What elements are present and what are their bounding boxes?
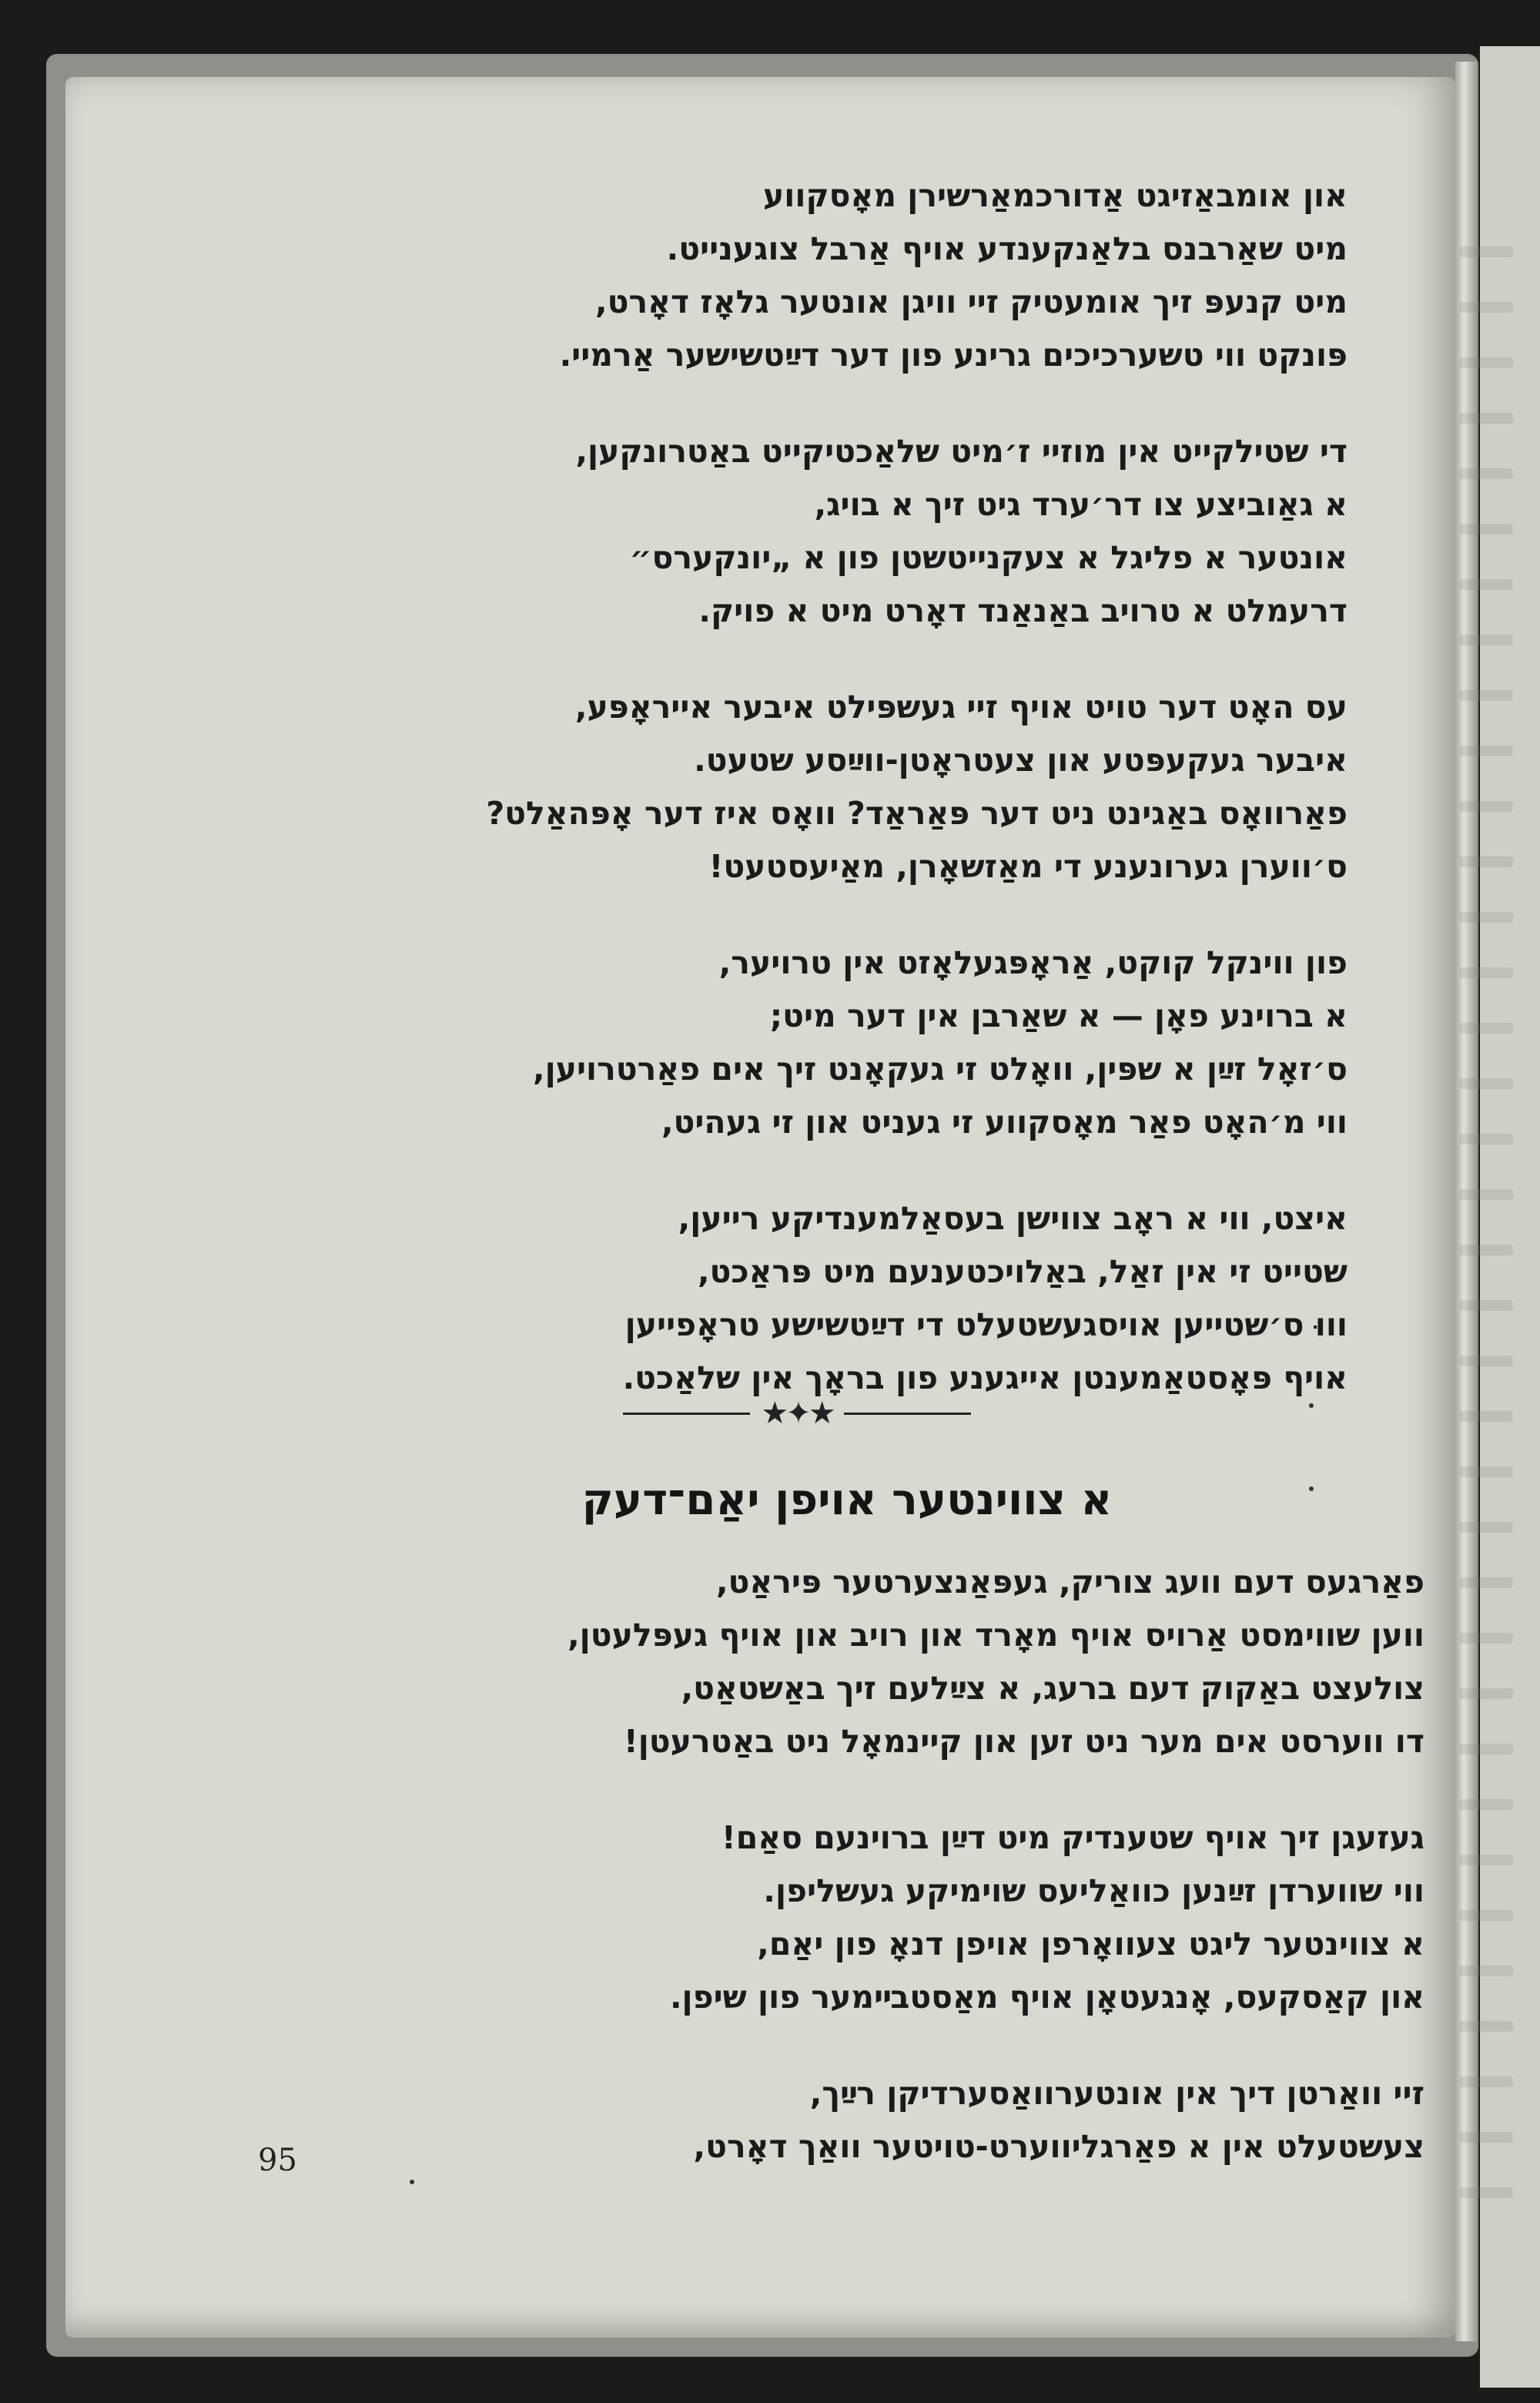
poem-line: פון ווינקל קוקט, אַראָפּגעלאָזט אין טרויער, (718, 944, 1348, 981)
poem-line: אויף פּאָסטאַמענטן אייגענע פון בראָך אין שלאַכט. (622, 1359, 1348, 1396)
stanza (323, 2067, 1424, 2173)
speck (1309, 1486, 1314, 1491)
stanza (323, 169, 1348, 382)
stanza (323, 681, 1348, 893)
poem-line: געזעגן זיך אויף שטענדיק מיט דײַן ברוינעם סאַם! (721, 1819, 1424, 1856)
poem-line: ס׳זאָל זײַן א שפּין, וואָלט זי געקאָנט זיך אים פאַרטרויען, (533, 1051, 1348, 1088)
poem-line: און אומבאַזיגט אַדורכמאַרשירן מאָסקווע (762, 177, 1348, 214)
poem-line: פּונקט ווי טשערכיכים גרינע פון דער דײַטשישער אַרמיי. (559, 337, 1348, 374)
poem-line: פאַרוואָס באַגינט ניט דער פּאַראַד? וואָס איז דער אָפּהאַלט? (486, 795, 1348, 832)
poem-top (323, 169, 1348, 1448)
stanza (323, 1811, 1424, 2024)
poem-line: א צווינטער ליגט צעוואָרפן אויפן דנאָ פון יאַם, (757, 1925, 1424, 1962)
poem-bottom (323, 1556, 1424, 2217)
poem-line: צעשטעלט אין א פאַרגליווערט-טויטער וואַך דאָרט, (693, 2128, 1424, 2165)
speck (1309, 1403, 1314, 1408)
poem-line: ווי שווערדן זײַנען כוואַליעס שוימיקע געשליפן. (763, 1872, 1424, 1909)
poem-line: א גאַוביצע צו דר׳ערד גיט זיך א בויג, (814, 486, 1348, 523)
poem-line: מיט שאַרבנס בלאַנקענדע אויף אַרבל צוגענייט. (666, 230, 1348, 267)
poem-line: און קאַסקעס, אָנגעטאָן אויף מאַסטבײמער פון שיפן. (669, 1979, 1424, 2016)
speck (410, 2180, 414, 2184)
poem-line: עס האָט דער טויט אויף זיי געשפּילט איבער אייראָפּע, (574, 689, 1348, 726)
poem-line: מיט קנעפּ זיך אומעטיק זיי וויגן אונטער גלאָז דאָרט, (595, 283, 1348, 320)
poem-line: ווי מ׳האָט פאַר מאָסקווע זי געניט און זי געהיט, (661, 1104, 1348, 1141)
poem-line: איצט, ווי א ראָב צווישן בעסאַלמענדיקע רייען, (678, 1200, 1348, 1237)
stars-ornament: ★✦★ (761, 1396, 833, 1431)
page-number: 95 (258, 2143, 297, 2178)
poem-line: ס׳ווערן גערונענע די מאַזשאָרן, מאַיעסטעט! (708, 848, 1348, 885)
poem-line: אונטער א פליגל א צעקנייטשטן פון א „יונקערס״ (629, 539, 1348, 576)
stanza (323, 425, 1348, 638)
poem-line: איבער געקעפּטע און צעטראָטן-ווײַסע שטעט. (694, 742, 1348, 779)
bleed-through-text (1459, 246, 1513, 2243)
poem-line: צולעצט באַקוק דעם ברעג, א צײַלעם זיך באַשטאַט, (681, 1670, 1424, 1707)
poem-line: פאַרגעס דעם וועג צוריק, געפּאַנצערטער פּיראַט, (715, 1563, 1424, 1600)
stanza (323, 937, 1348, 1149)
section-divider (601, 1394, 993, 1433)
poem-line: א ברוינע פאָן — א שאַרבן אין דער מיט; (769, 997, 1348, 1034)
poem-line: שטייט זי אין זאַל, באַלויכטענעם מיט פּראַכט, (697, 1253, 1348, 1290)
poem-line: דרעמלט א טרויב באַנאַנד דאָרט מיט א פויק. (698, 592, 1348, 629)
poem-line: דו ווערסט אים מער ניט זען און קיינמאָל ניט באַטרעטן! (624, 1723, 1424, 1760)
poem-line: ווען שווימסט אַרויס אויף מאָרד און רויב און אויף געפּלעטן, (567, 1617, 1424, 1654)
poem-line: וווּ ס׳שטייען אויסגעשטעלט די דײַטשישע טראָפייען (624, 1306, 1348, 1343)
stanza (323, 1192, 1348, 1405)
divider-rule (844, 1413, 971, 1415)
poem-title: א צווינטער אויפן יאַם־דעק (581, 1475, 1113, 1525)
stanza (323, 1556, 1424, 1768)
poem-line: די שטילקייט אין מוזיי ז׳מיט שלאַכטיקייט באַטרונקען, (575, 433, 1348, 470)
divider-rule (623, 1413, 750, 1415)
poem-line: זיי וואַרטן דיך אין אונטערוואַסערדיקן רײַך, (809, 2075, 1424, 2112)
